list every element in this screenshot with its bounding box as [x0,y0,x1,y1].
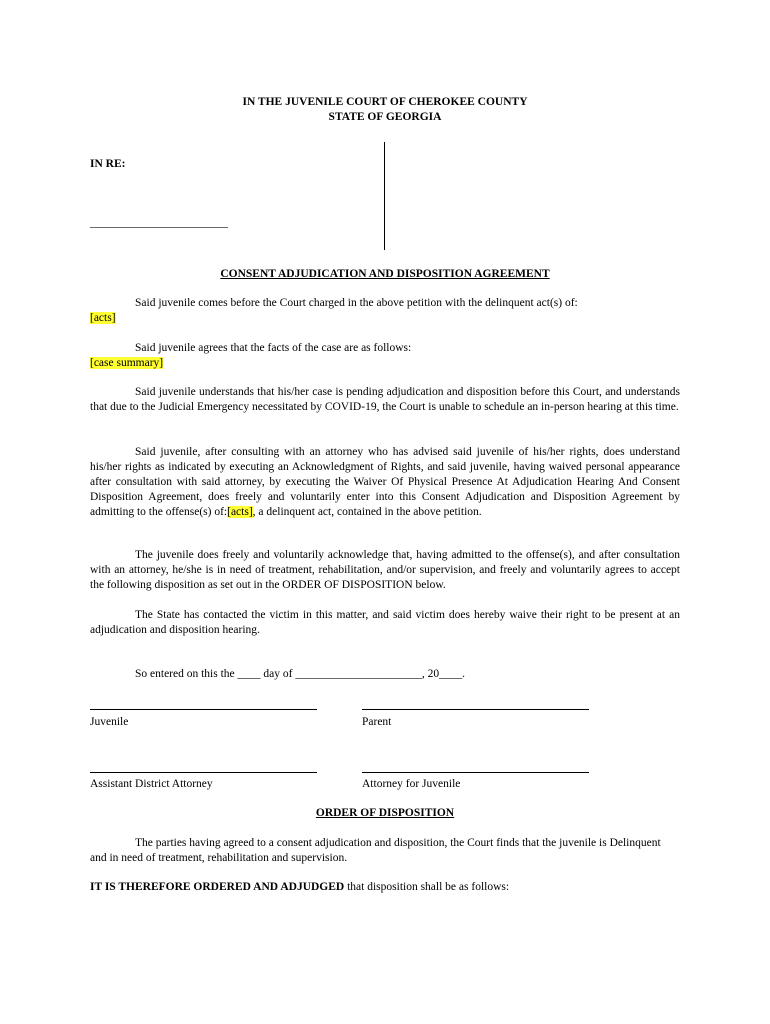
order-adjudged-bold: IT IS THEREFORE ORDERED AND ADJUDGED [90,881,345,893]
juvenile-signature-line[interactable] [90,709,317,710]
parent-signature-label: Parent [362,716,392,728]
paragraph-acts [90,296,680,326]
attorney-signature-line[interactable] [362,772,589,773]
case-summary-field[interactable]: [case summary] [90,357,164,369]
paragraph-pending: Said juvenile understands that his/her case is pending adjudication and disposition before this Court, and understands that due to the Judicial Emergency necessitated by COVID-19, the Court is unable to schedule an in-person hearing at this time. [90,386,680,413]
respondent-name-line: ________________________ [90,217,228,229]
paragraph-facts [90,341,680,371]
acts-field[interactable]: [acts] [90,312,116,324]
order-adjudged [90,880,680,895]
attorney-signature-label: Attorney for Juvenile [362,778,461,790]
order-title: ORDER OF DISPOSITION [315,807,455,819]
in-re-label: IN RE: [90,158,126,170]
paragraph-acts-text: Said juvenile comes before the Court charged in the above petition with the delinquent act(s) of: [135,297,578,309]
paragraph-acknowledge: The juvenile does freely and voluntarily acknowledge that, having admitted to the offense(s), and after consultation with an attorney, he/she is in need of treatment, rehabilitation, and/or supervision, and freely and voluntarily agrees to accept the following disposition as set out in the ORDER OF DISPOSITION below. [90,549,680,591]
state-heading: STATE OF GEORGIA [328,111,442,123]
court-heading: IN THE JUVENILE COURT OF CHEROKEE COUNTY [242,96,528,108]
order-findings: The parties having agreed to a consent adjudication and disposition, the Court finds that the juvenile is Delinquent and in need of treatment, rehabilitation and supervision. [90,837,661,864]
paragraph-consent-tail: , a delinquent act, contained in the above petition. [252,506,482,518]
ada-signature-line[interactable] [90,772,317,773]
ada-signature-label: Assistant District Attorney [90,778,213,790]
caption-divider [384,142,385,250]
paragraph-consent-text: Said juvenile, after consulting with an attorney who has advised said juvenile of his/her rights, does understand his/her rights as indicated by executing an Acknowledgment of Rights, and said juvenile, having waived personal appearance after consultation with said attorney, by executing the Waiver Of Physical Presence At Adjudication Hearing And Consent Disposition Agreement, does freely and voluntarily enter into this Consent Adjudication and Disposition Agreement by admitting to the offense(s) of: [90,446,680,518]
juvenile-signature-label: Juvenile [90,716,129,728]
order-adjudged-text: that disposition shall be as follows: [344,881,510,893]
paragraph-consent [90,445,680,520]
offense-acts-field[interactable]: [acts] [227,506,253,518]
paragraph-victim: The State has contacted the victim in this matter, and said victim does hereby waive their right to be present at an adjudication and disposition hearing. [90,609,680,636]
paragraph-facts-text: Said juvenile agrees that the facts of the case are as follows: [135,342,412,354]
parent-signature-line[interactable] [362,709,589,710]
agreement-title: CONSENT ADJUDICATION AND DISPOSITION AGREEMENT [220,268,550,280]
entered-date-line[interactable]: So entered on this the ____ day of ______________________, 20____. [135,668,465,680]
